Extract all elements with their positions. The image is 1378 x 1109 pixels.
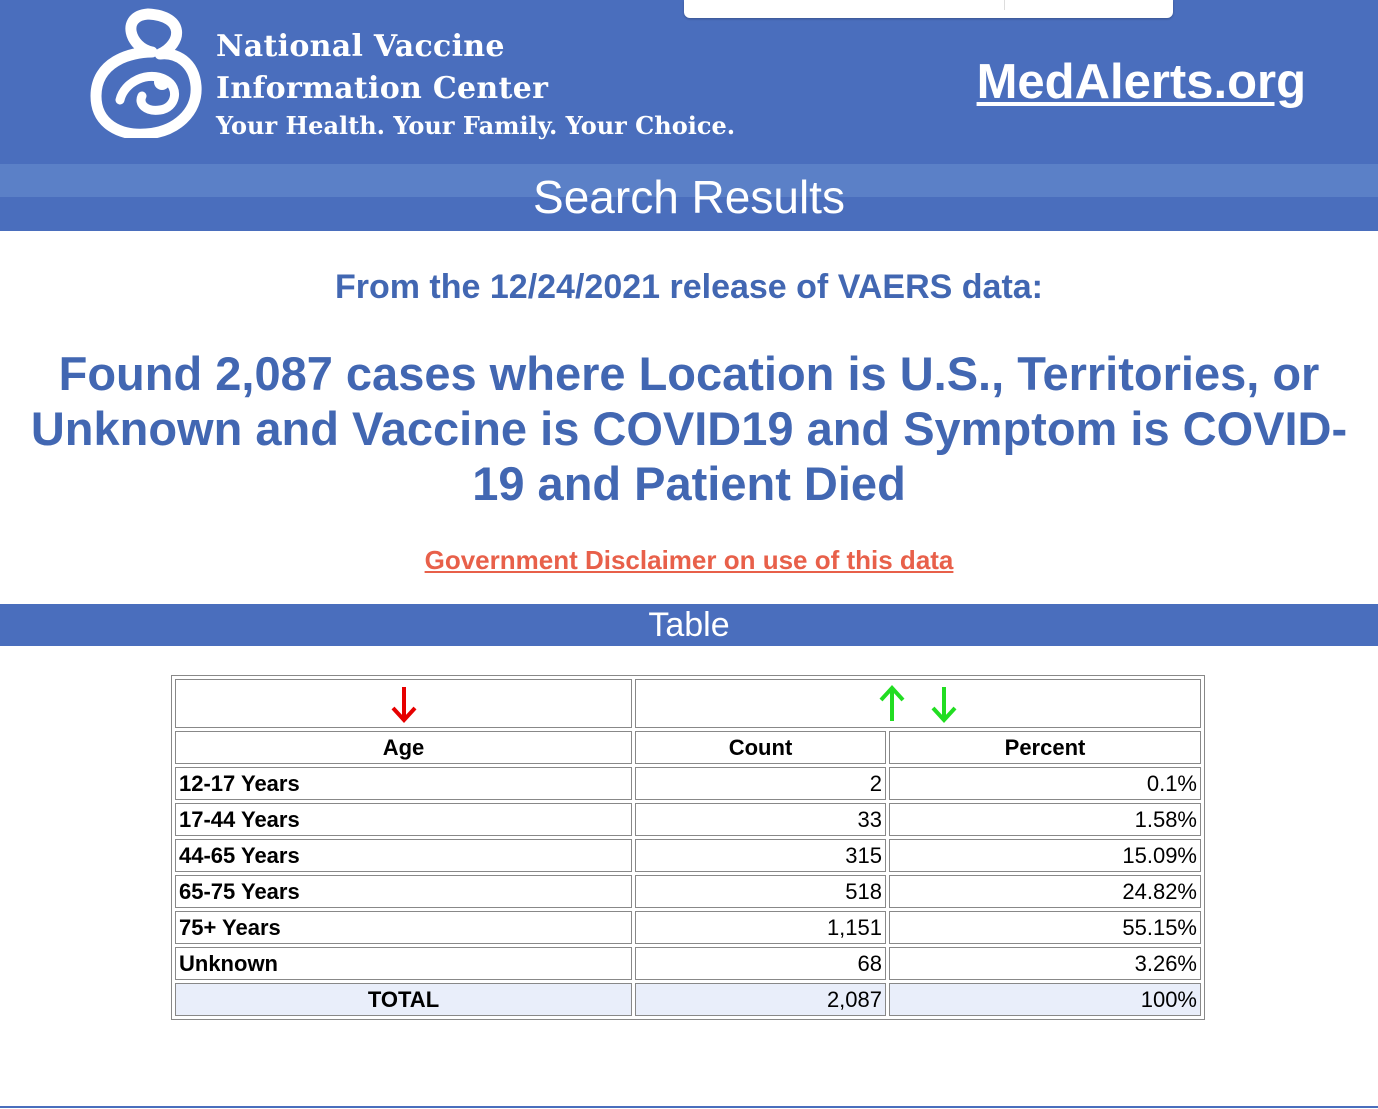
age-sort-cell [175, 679, 632, 728]
row-count: 33 [635, 803, 886, 836]
table-header-row [175, 731, 1201, 764]
sort-up-icon[interactable] [878, 684, 906, 724]
org-tagline: Your Health. Your Family. Your Choice. [216, 111, 736, 140]
table-section-banner [0, 604, 1378, 646]
row-percent: 0.1% [889, 767, 1201, 800]
government-disclaimer-link[interactable]: Government Disclaimer on use of this data [424, 545, 954, 575]
row-age: 12-17 Years [175, 767, 632, 800]
total-label: TOTAL [175, 983, 632, 1016]
site-header [0, 0, 1378, 164]
row-count: 2 [635, 767, 886, 800]
age-results-table [171, 675, 1205, 1020]
nvic-logo-icon [90, 8, 202, 138]
table-row [175, 803, 1201, 836]
row-count: 68 [635, 947, 886, 980]
total-count: 2,087 [635, 983, 886, 1016]
row-percent: 55.15% [889, 911, 1201, 944]
header-count: Count [635, 731, 886, 764]
row-count: 1,151 [635, 911, 886, 944]
row-count: 518 [635, 875, 886, 908]
search-results-banner [0, 164, 1378, 231]
total-percent: 100% [889, 983, 1201, 1016]
footer-divider [0, 1106, 1378, 1108]
header-percent: Percent [889, 731, 1201, 764]
row-percent: 15.09% [889, 839, 1201, 872]
header-age: Age [175, 731, 632, 764]
row-percent: 24.82% [889, 875, 1201, 908]
table-row [175, 875, 1201, 908]
release-heading: From the 12/24/2021 release of VAERS data: [334, 268, 1043, 306]
table-total-row [175, 983, 1201, 1016]
row-percent: 1.58% [889, 803, 1201, 836]
org-name-line-2: Information Center [216, 71, 549, 106]
row-count: 315 [635, 839, 886, 872]
table-section-title: Table [648, 606, 730, 644]
table-row [175, 911, 1201, 944]
count-sort-cell [635, 679, 1201, 728]
tab-divider [1004, 0, 1005, 10]
row-age: 44-65 Years [175, 839, 632, 872]
sort-controls-row [175, 679, 1201, 728]
search-results-title: Search Results [533, 171, 845, 223]
disclaimer-container [0, 545, 1378, 576]
table-row [175, 839, 1201, 872]
row-age: 75+ Years [175, 911, 632, 944]
sort-down-icon[interactable] [930, 684, 958, 724]
row-age: 17-44 Years [175, 803, 632, 836]
table-row [175, 947, 1201, 980]
row-age: Unknown [175, 947, 632, 980]
org-name-line-1: National Vaccine [216, 29, 505, 64]
row-percent: 3.26% [889, 947, 1201, 980]
browser-tab-overlay [684, 0, 1173, 18]
sort-down-icon[interactable] [390, 684, 418, 724]
found-cases-heading: Found 2,087 cases where Location is U.S., Territories, or Unknown and Vaccine is COVID19 and Symptom is COVID-19 and Patient Died [30, 347, 1348, 510]
medalerts-home-link[interactable]: MedAlerts.org [976, 55, 1306, 109]
row-age: 65-75 Years [175, 875, 632, 908]
org-name-block [216, 26, 735, 142]
table-row [175, 767, 1201, 800]
